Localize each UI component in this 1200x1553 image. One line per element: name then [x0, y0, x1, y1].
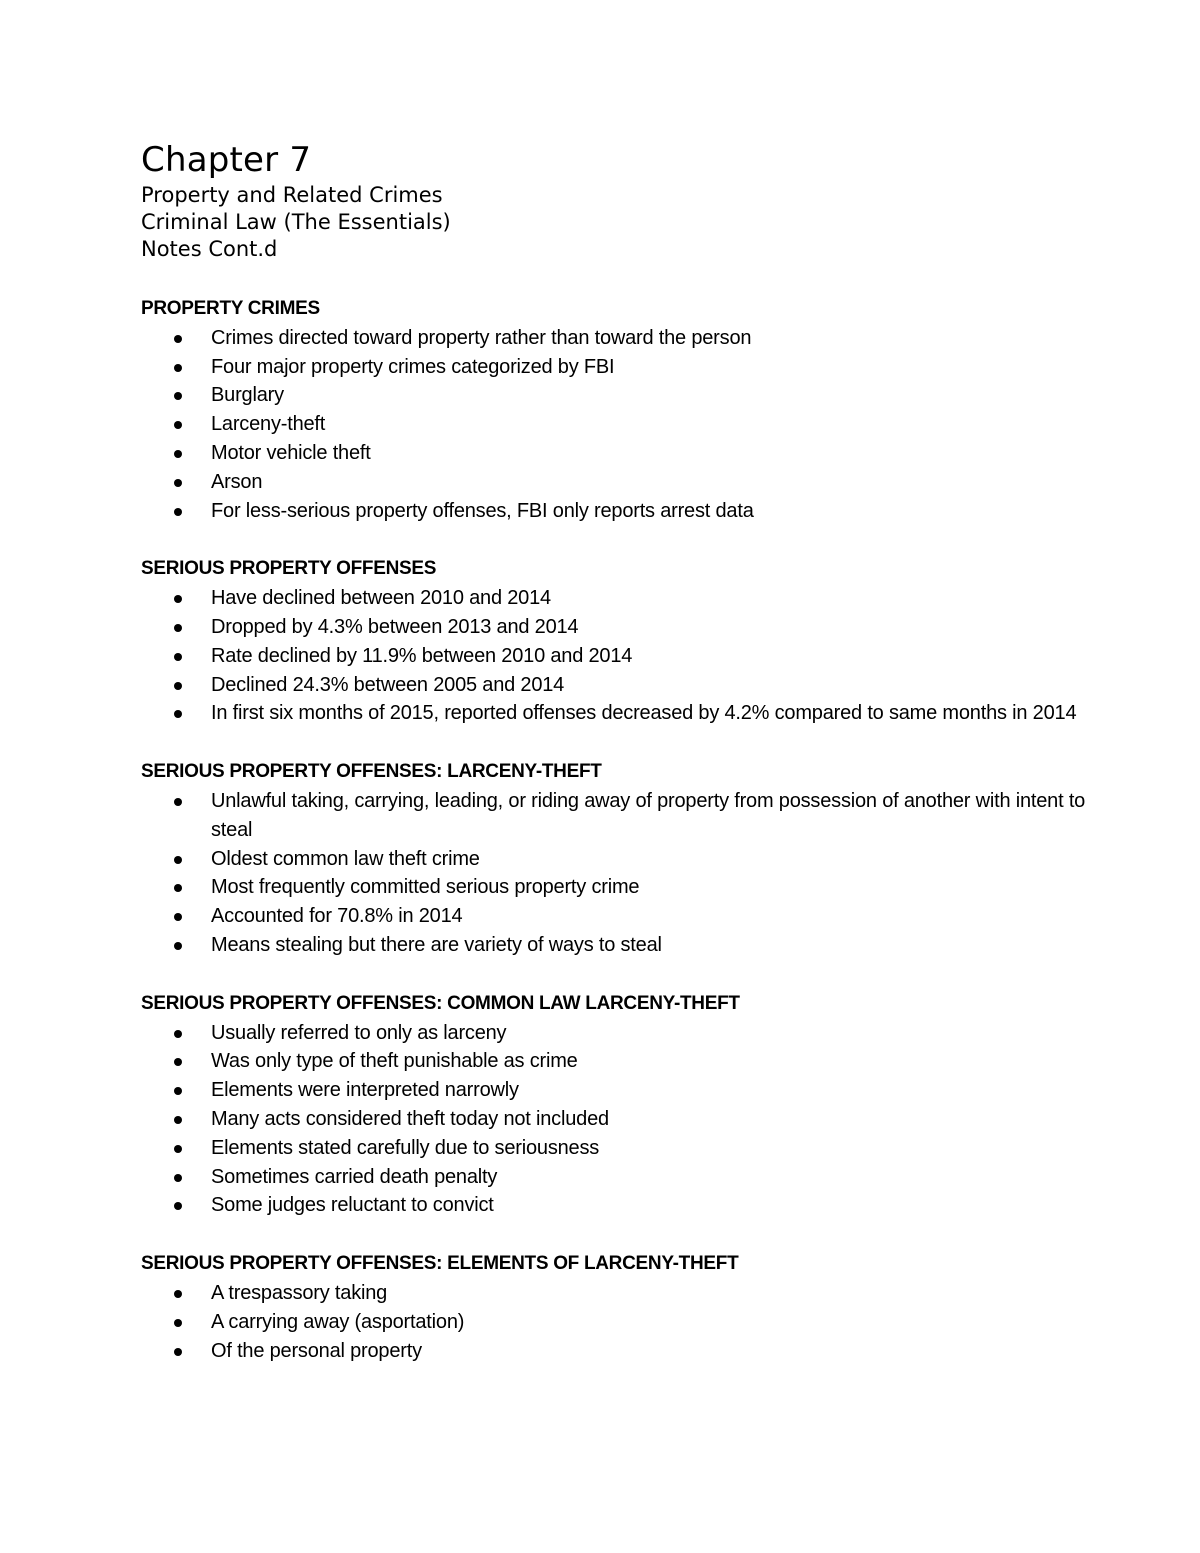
- bullet-list: [141, 1019, 1101, 1221]
- bullet-icon: [174, 1348, 182, 1356]
- bullet-icon: [174, 595, 182, 603]
- bullet-icon: [174, 450, 182, 458]
- chapter-title: Chapter 7: [141, 140, 312, 180]
- bullet-icon: [174, 1030, 182, 1038]
- list-item: Was only type of theft punishable as crime: [141, 1047, 1101, 1076]
- list-item: A carrying away (asportation): [141, 1308, 1101, 1337]
- list-item: Crimes directed toward property rather than toward the person: [141, 324, 1101, 353]
- list-item: Oldest common law theft crime: [141, 845, 1101, 874]
- list-item: Unlawful taking, carrying, leading, or riding away of property from possession of another with intent to steal: [141, 787, 1101, 845]
- bullet-icon: [174, 1087, 182, 1095]
- list-item: Four major property crimes categorized by FBI: [141, 353, 1101, 382]
- list-item: In first six months of 2015, reported offenses decreased by 4.2% compared to same months in 2014: [141, 699, 1101, 728]
- list-item: For less-serious property offenses, FBI only reports arrest data: [141, 497, 1101, 526]
- list-item: Of the personal property: [141, 1337, 1101, 1366]
- section-elements-of-larceny: [141, 1250, 1101, 1365]
- bullet-icon: [174, 364, 182, 372]
- section-heading: SERIOUS PROPERTY OFFENSES: [141, 558, 437, 580]
- bullet-icon: [174, 392, 182, 400]
- list-item: Accounted for 70.8% in 2014: [141, 902, 1101, 931]
- list-item: Dropped by 4.3% between 2013 and 2014: [141, 613, 1101, 642]
- list-item: Have declined between 2010 and 2014: [141, 584, 1101, 613]
- list-item: Usually referred to only as larceny: [141, 1019, 1101, 1048]
- list-item: Declined 24.3% between 2005 and 2014: [141, 671, 1101, 700]
- list-item: Means stealing but there are variety of ways to steal: [141, 931, 1101, 960]
- bullet-icon: [174, 710, 182, 718]
- bullet-icon: [174, 682, 182, 690]
- bullet-icon: [174, 884, 182, 892]
- bullet-icon: [174, 1058, 182, 1066]
- bullet-icon: [174, 1319, 182, 1327]
- bullet-icon: [174, 1290, 182, 1298]
- course-title: Criminal Law (The Essentials): [141, 210, 451, 234]
- list-item: Rate declined by 11.9% between 2010 and 2014: [141, 642, 1101, 671]
- document-page: [141, 140, 1101, 1365]
- section-heading: SERIOUS PROPERTY OFFENSES: LARCENY-THEFT: [141, 761, 602, 783]
- bullet-icon: [174, 1174, 182, 1182]
- section-heading: SERIOUS PROPERTY OFFENSES: ELEMENTS OF LARCENY-THEFT: [141, 1253, 739, 1275]
- bullet-icon: [174, 624, 182, 632]
- bullet-icon: [174, 1202, 182, 1210]
- section-heading: PROPERTY CRIMES: [141, 298, 320, 319]
- list-item: Many acts considered theft today not included: [141, 1105, 1101, 1134]
- bullet-list: [141, 584, 1101, 728]
- section-larceny-theft: [141, 758, 1101, 960]
- bullet-icon: [174, 1116, 182, 1124]
- list-item: A trespassory taking: [141, 1279, 1101, 1308]
- bullet-icon: [174, 335, 182, 343]
- list-item: Arson: [141, 468, 1101, 497]
- list-item: Sometimes carried death penalty: [141, 1163, 1101, 1192]
- section-heading: SERIOUS PROPERTY OFFENSES: COMMON LAW LARCENY-THEFT: [141, 992, 740, 1014]
- bullet-icon: [174, 479, 182, 487]
- bullet-list: [141, 1279, 1101, 1365]
- bullet-icon: [174, 942, 182, 950]
- list-item: Elements were interpreted narrowly: [141, 1076, 1101, 1105]
- list-item: Larceny-theft: [141, 410, 1101, 439]
- bullet-list: [141, 324, 1101, 526]
- bullet-icon: [174, 856, 182, 864]
- list-item: Some judges reluctant to convict: [141, 1191, 1101, 1220]
- list-item: Elements stated carefully due to seriousness: [141, 1134, 1101, 1163]
- list-item: Burglary: [141, 381, 1101, 410]
- bullet-list: [141, 787, 1101, 960]
- document-subtitle: Property and Related Crimes: [141, 183, 443, 207]
- title-block: [141, 140, 1101, 263]
- section-serious-property-offenses: [141, 555, 1101, 728]
- list-item: Most frequently committed serious property crime: [141, 873, 1101, 902]
- bullet-icon: [174, 508, 182, 516]
- list-item: Motor vehicle theft: [141, 439, 1101, 468]
- section-property-crimes: [141, 295, 1101, 525]
- bullet-icon: [174, 653, 182, 661]
- notes-label: Notes Cont.d: [141, 237, 278, 261]
- bullet-icon: [174, 798, 182, 806]
- bullet-icon: [174, 421, 182, 429]
- section-common-law-larceny: [141, 990, 1101, 1220]
- bullet-icon: [174, 913, 182, 921]
- bullet-icon: [174, 1145, 182, 1153]
